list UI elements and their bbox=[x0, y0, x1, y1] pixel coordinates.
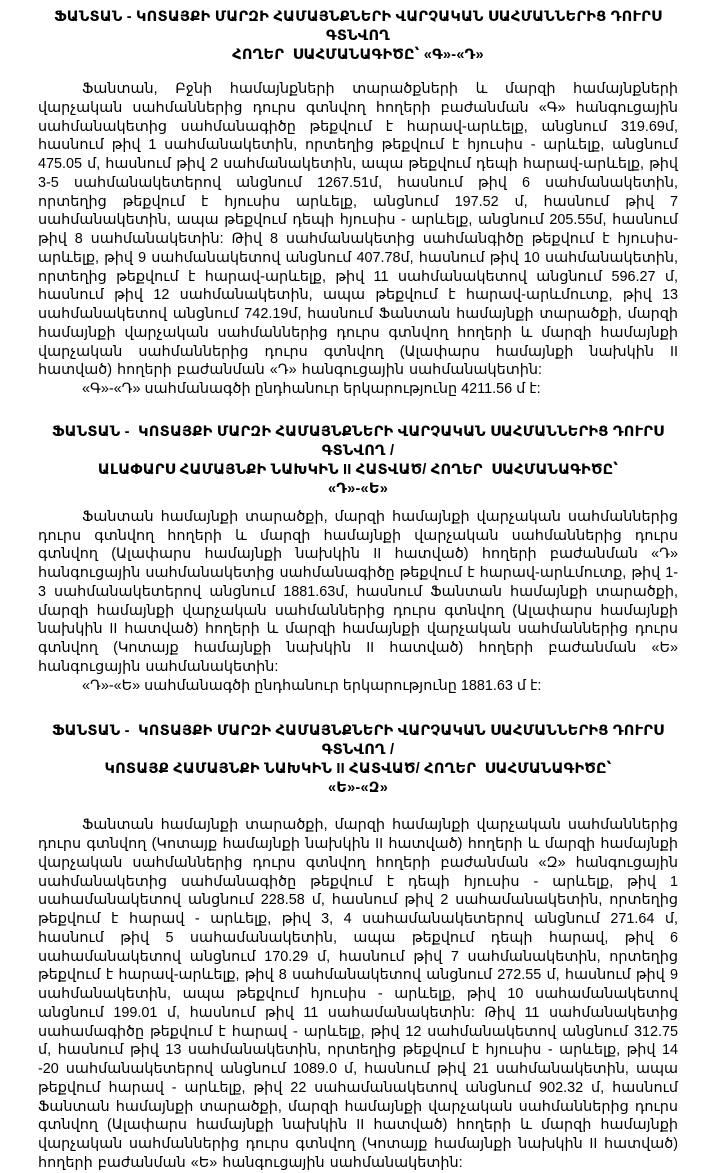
heading-line: ՀՈՂԵՐ ՍԱՀՄԱՆԱԳԻԾԸ՝ «Գ»-«Դ» bbox=[232, 47, 484, 63]
heading-range: «Ե»-«Զ» bbox=[327, 780, 389, 797]
section-heading bbox=[38, 423, 678, 499]
section-boundary-g-d bbox=[38, 8, 678, 399]
section-body-text: Ֆանտան համայնքի տարածքի, մարզի համայնքի վարչական սահմաններից դուրս գտնվող հողերի և մարզի համայնքի վարչական սահմաններից դուրս գտնվող (Ալափարս համայնքի նախկին II հատված) հողերի բաժանման «Դ» հանգուցային սահմանակետից սահմանագիծը թեքվում է հարավ-արևմուտք, թիվ 1-3 սահմանակետերով անցնում 1881.63մ, հասնում Ֆանտան համայնքի տարածքի, մարզի համայնքի վարչական սահմաններից դուրս գտնվող (Ալափարս համայնքի նախկին II հատված) հողերի և մարզի համայնքի վարչական սահմաններից դուրս գտնվող (Կոտայք համայնքի նախկին II հատված) հողերի բաժանման «Ե» հանգուցային սահմանակետին: bbox=[38, 508, 678, 675]
heading-line: ԿՈՏԱՅՔ ՀԱՄԱՅՆՔԻ ՆԱԽԿԻՆ II ՀԱՏՎԱԾ/ ՀՈՂԵՐ ՍԱՀՄԱՆԱԳԻԾԸ՝ bbox=[104, 761, 612, 778]
heading-range: «Դ»-«Ե» bbox=[327, 480, 389, 497]
heading-line: ՖԱՆՏԱՆ - ԿՈՏԱՅՔԻ ՄԱՐԶԻ ՀԱՄԱՅՆՔՆԵՐԻ ՎԱՐՉԱԿԱՆ ՍԱՀՄԱՆՆԵՐԻՑ ԴՈՒՐՍ ԳՏՆՎՈՂ / bbox=[51, 423, 669, 459]
section-body-text: Ֆանտան համայնքի տարածքի, մարզի համայնքի վարչական սահմաններից դուրս գտնվող (Կոտայք համայնքի նախկին II հատված) հողերի և մարզի համայնքի վարչական սահմաններից դուրս գտնվող հողերի բաժանման «Զ» հանգուցային սահմանակետից սահմանագիծը թեքվում է դեպի հյուսիս - արևելք, թիվ 1 սահամանակետով անցնում 228.58 մ, հասնում թիվ 2 սահամանակետին, որտեղից թեքվում է հարավ - արևելք, թիվ 3, 4 սահամանակետերով անցնում 271.64 մ, հասնում թիվ 5 սահամանակետին, ապա թեքվում դեպի հարավ, թիվ 6 սահամանակետով անցնում 170.29 մ, հասնում թիվ 7 սահմանակետին, որտեղից թեքվում է հարավ-արևելք, թիվ 8 սահմանակետով անցնում 272.55 մ, հասնում թիվ 9 սահմանակետին, ապա թեքվում հյուսիս - արևելք, թիվ 10 սահամանակետով անցնում 199.01 մ, հասնում թիվ 11 սահամանակետին: Թիվ 11 սահմանակետից սահամագիծը թեքվում է հարավ - արևելք, թիվ 12 սահմանակետով անցնում 312.75 մ, հասնում թիվ 13 սահմանակետին, որտեղից թեքվում է հյուսիս - արևելք, թիվ 14 -20 սահմանակետերով անցնում 1089.0 մ, հասնում թիվ 21 սահմանակետին, ապա թեքվում հարավ - արևելք, թիվ 22 սահամանակետով անցնում 902.32 մ, հասնում Ֆանտան համայնքի տարածքի, մարզի համայնքի վարչական սահմաններից դուրս գտնվող (Ալափարս համայնքի նախկին II հատված) հողերի և մարզի համայնքի վարչական սահմաններից դուրս գտնվող (Կոտայք համայնքի նախկին II հատված) հողերի բաժանման «Ե» հանգուցային սահմանակետին: bbox=[38, 817, 678, 1171]
section-heading bbox=[38, 722, 678, 798]
heading-line: ՖԱՆՏԱՆ - ԿՈՏԱՅՔԻ ՄԱՐԶԻ ՀԱՄԱՅՆՔՆԵՐԻ ՎԱՐՉԱԿԱՆ ՍԱՀՄԱՆՆԵՐԻՑ ԴՈՒՐՍ ԳՏՆՎՈՂ bbox=[54, 9, 667, 44]
section-total-length: «Գ»-«Դ» սահմանագծի ընդհանուր երկարությունը 4211.56 մ է: bbox=[82, 381, 541, 397]
section-boundary-d-e bbox=[38, 423, 678, 696]
section-total-length: «Դ»-«Ե» սահմանագծի ընդհանուր երկարությունը 1881.63 մ է: bbox=[82, 677, 542, 694]
heading-line: ԱԼԱՓԱՐՍ ՀԱՄԱՅՆՔԻ ՆԱԽԿԻՆ II ՀԱՏՎԱԾ/ ՀՈՂԵՐ ՍԱՀՄԱՆԱԳԻԾԸ՝ bbox=[97, 461, 619, 478]
heading-line: ՖԱՆՏԱՆ - ԿՈՏԱՅՔԻ ՄԱՐԶԻ ՀԱՄԱՅՆՔՆԵՐԻ ՎԱՐՉԱԿԱՆ ՍԱՀՄԱՆՆԵՐԻՑ ԴՈՒՐՍ ԳՏՆՎՈՂ / bbox=[51, 723, 669, 759]
section-body-text: Ֆանտան, Բջնի համայնքների տարածքների և մարզի համայնքների վարչական սահմաններից դուրս գտնվող հողերի բաժանման «Գ» հանգուցային սահմանակետից սահմանագիծը թեքվում է հարավ-արևելք, անցնում 319.69մ, հասնում թիվ 1 սահմանակետին, որտեղից թեքվում է հյուսիս - արևելք, անցնում 475.05 մ, հասնում թիվ 2 սահմանակետին, ապա թեքվում դեպի հարավ-արևելք, թիվ 3-5 սահմանակետերով անցնում 1267.51մ, հասնում թիվ 6 սահմանակետին, որտեղից թեքվում է հյուսիս արևելք, անցնում 197.52 մ, հասնում թիվ 7 սահմանակետին, ապա թեքվում դեպի հյուսիս - արևելք, անցնում 205.55մ, հասնում թիվ 8 սահմանակետին: Թիվ 8 սահմանակետից սահմանգիծը թեքվում է հյուսիս-արևելք, թիվ 9 սահմանակետով անցնում 407.78մ, հասնում թիվ 10 սահմանակետին, որտեղից թեքվում է հարավ-արևելք, թիվ 11 սահմանակետով անցնում 596.27 մ, հասնում թիվ 12 սահմանակետին, ապա թեքվում է հարավ-արևմուտք, թիվ 13 սահմանակետով անցնում 742.19մ, հասնում Ֆանտան համայնքի տարածքի, մարզի համայնքի վարչական սահմաններից դուրս գտնվող հողերի և մարզի համայնքի վարչական սահմաններից դուրս գտնվող (Ալափարս համայնքի նախկին II հատված) հողերի բաժանման «Դ» հանգուցային սահմանակետին: bbox=[38, 81, 678, 379]
section-heading bbox=[38, 8, 678, 65]
section-boundary-e-z bbox=[38, 722, 678, 1172]
